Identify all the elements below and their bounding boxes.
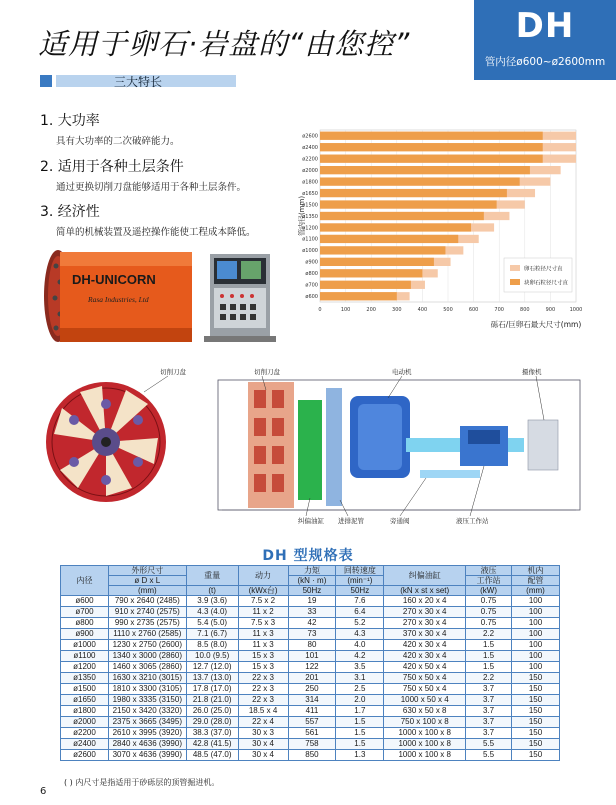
- table-cell: 750 x 100 x 8: [384, 717, 466, 728]
- table-cell: 150: [512, 684, 560, 695]
- table-cell: 1460 x 3065 (2860): [108, 662, 186, 673]
- table-cell: 21.8 (21.0): [186, 695, 238, 706]
- table-cell: 557: [288, 717, 336, 728]
- table-row: [61, 651, 560, 662]
- table-cell: 2150 x 3420 (3320): [108, 706, 186, 717]
- table-cell: 4.2: [336, 651, 384, 662]
- table-cell: 420 x 30 x 4: [384, 640, 466, 651]
- table-cell: 1810 x 3300 (3105): [108, 684, 186, 695]
- features-heading: 三大特长: [113, 75, 162, 89]
- table-cell: 22 x 3: [238, 695, 288, 706]
- table-cell: 100: [512, 629, 560, 640]
- table-cell: 750 x 50 x 4: [384, 684, 466, 695]
- side-section-view: [218, 380, 580, 510]
- footnote: ( ) 内尺寸是指适用于砂砾层的顶管掘进机。: [64, 778, 220, 787]
- table-cell: 2.0: [336, 695, 384, 706]
- chart-ytick-label: ø1800: [302, 179, 318, 186]
- table-cell: 13.7 (13.0): [186, 673, 238, 684]
- table-cell: 5.5: [466, 739, 512, 750]
- table-cell: 29.0 (28.0): [186, 717, 238, 728]
- table-cell: 30 x 4: [238, 750, 288, 761]
- table-row: [61, 607, 560, 618]
- table-cell: 4.3 (4.0): [186, 607, 238, 618]
- table-cell: ø1650: [61, 695, 109, 706]
- table-cell: 1.5: [336, 739, 384, 750]
- table-cell: 150: [512, 695, 560, 706]
- table-cell: 561: [288, 728, 336, 739]
- chart-bar-series-2: [320, 281, 411, 289]
- table-cell: 100: [512, 651, 560, 662]
- table-cell: 3.7: [466, 717, 512, 728]
- table-cell: 80: [288, 640, 336, 651]
- col-torque-unit: (kN · m): [288, 576, 336, 586]
- table-cell: 19: [288, 596, 336, 607]
- chart-xtick-label: 600: [468, 307, 479, 313]
- table-cell: 15 x 3: [238, 662, 288, 673]
- chart-ytick-label: ø2000: [302, 167, 318, 174]
- table-row: [61, 618, 560, 629]
- table-row: [61, 750, 560, 761]
- label-slurry-pipe: 进排泥管: [338, 517, 364, 525]
- table-cell: 850: [288, 750, 336, 761]
- chart-bar-series-2: [320, 235, 458, 243]
- table-cell: 3.7: [466, 695, 512, 706]
- col-size-sub2: (mm): [108, 586, 186, 596]
- feature-desc: 具有大功率的二次破碎能力。: [56, 136, 180, 147]
- chart-ytick-label: ø600: [305, 294, 318, 301]
- table-row: [61, 739, 560, 750]
- table-cell: 8.5 (8.0): [186, 640, 238, 651]
- table-row: [61, 640, 560, 651]
- chart-bar-series-2: [320, 200, 497, 208]
- table-cell: 1.5: [466, 640, 512, 651]
- feature-2: [40, 156, 246, 193]
- table-cell: 100: [512, 640, 560, 651]
- table-cell: 630 x 50 x 8: [384, 706, 466, 717]
- chart-ytick-label: ø900: [305, 259, 318, 266]
- col-torque: 力矩: [288, 566, 336, 576]
- table-cell: 150: [512, 750, 560, 761]
- machine-section-diagram: [40, 360, 600, 540]
- table-cell: ø1100: [61, 651, 109, 662]
- chart-xtick-label: 200: [366, 307, 376, 313]
- table-cell: 3.5: [336, 662, 384, 673]
- chart-xtick-label: 800: [520, 307, 530, 313]
- chart-bar-series-2: [320, 166, 530, 174]
- chart-ytick-label: ø700: [305, 282, 318, 289]
- label-jack: 纠偏油缸: [298, 517, 324, 525]
- chart-xtick-label: 100: [340, 307, 351, 313]
- label-bypass-valve: 旁通阀: [390, 517, 410, 525]
- col-jack-unit: (kN x st x set): [384, 586, 466, 596]
- feature-3: [40, 201, 256, 238]
- col-speed-unit: (min⁻¹): [336, 576, 384, 586]
- chart-bar-series-2: [320, 292, 397, 300]
- chart-ytick-label: ø2200: [302, 156, 318, 163]
- table-cell: 314: [288, 695, 336, 706]
- table-cell: 7.5 x 2: [238, 596, 288, 607]
- table-cell: 150: [512, 728, 560, 739]
- table-cell: 7.5 x 3: [238, 618, 288, 629]
- table-cell: 100: [512, 662, 560, 673]
- table-cell: 2840 x 4636 (3990): [108, 739, 186, 750]
- chart-xtick-label: 500: [443, 307, 453, 313]
- chart-bar-series-2: [320, 189, 507, 197]
- table-cell: ø2000: [61, 717, 109, 728]
- table-cell: 7.1 (6.7): [186, 629, 238, 640]
- chart-legend: [504, 258, 572, 292]
- table-cell: 1000 x 100 x 8: [384, 750, 466, 761]
- table-cell: 42.8 (41.5): [186, 739, 238, 750]
- table-cell: 250: [288, 684, 336, 695]
- legend-label-1: 卵石粒径尺寸直: [524, 266, 563, 273]
- table-cell: 990 x 2735 (2575): [108, 618, 186, 629]
- table-cell: 270 x 30 x 4: [384, 618, 466, 629]
- chart-xtick-label: 300: [392, 307, 402, 313]
- table-cell: 10.0 (9.5): [186, 651, 238, 662]
- table-cell: ø1350: [61, 673, 109, 684]
- col-power-unit: (kWx台): [238, 586, 288, 596]
- table-cell: 1000 x 100 x 8: [384, 728, 466, 739]
- chart-ytick-label: ø2600: [302, 133, 318, 140]
- chart-ytick-label: ø1350: [302, 213, 318, 220]
- table-cell: 5.2: [336, 618, 384, 629]
- table-cell: 4.0: [336, 640, 384, 651]
- feature-title: 3. 经济性: [40, 204, 100, 220]
- table-cell: 18.5 x 4: [238, 706, 288, 717]
- feature-desc: 通过更换切削刀盘能够适用于各种土层条件。: [56, 182, 247, 193]
- table-row: [61, 629, 560, 640]
- page-number: 6: [40, 786, 47, 797]
- table-cell: 17.8 (17.0): [186, 684, 238, 695]
- col-speed-hz: 50Hz: [336, 586, 384, 596]
- table-row: [61, 695, 560, 706]
- col-size: 外形尺寸: [108, 566, 186, 576]
- legend-swatch-1: [510, 265, 520, 271]
- table-cell: 22 x 3: [238, 684, 288, 695]
- table-cell: 1230 x 2750 (2600): [108, 640, 186, 651]
- table-cell: 42: [288, 618, 336, 629]
- chart-ytick-label: ø2400: [302, 145, 318, 151]
- table-cell: 1000 x 100 x 8: [384, 739, 466, 750]
- page-title: 适用于卵石·岩盘的“由您控”: [38, 27, 411, 61]
- table-cell: 22 x 4: [238, 717, 288, 728]
- spec-table-title: DH 型规格表: [262, 548, 354, 564]
- machine-photo: [38, 242, 290, 354]
- chart-ytick-label: ø800: [305, 271, 318, 278]
- col-jack: 纠偏油缸: [384, 566, 466, 586]
- label-motor: 电动机: [392, 368, 412, 376]
- table-cell: 420 x 30 x 4: [384, 651, 466, 662]
- table-cell: 1110 x 2760 (2585): [108, 629, 186, 640]
- table-cell: 33: [288, 607, 336, 618]
- table-cell: 3.7: [466, 706, 512, 717]
- model-name: DH: [515, 6, 575, 46]
- table-cell: 1980 x 3335 (3150): [108, 695, 186, 706]
- table-cell: 5.5: [466, 750, 512, 761]
- table-cell: 3.9 (3.6): [186, 596, 238, 607]
- table-cell: ø1500: [61, 684, 109, 695]
- table-cell: 1340 x 3000 (2860): [108, 651, 186, 662]
- table-cell: ø700: [61, 607, 109, 618]
- table-cell: 1000 x 50 x 4: [384, 695, 466, 706]
- table-cell: 6.4: [336, 607, 384, 618]
- col-speed: 回转速度: [336, 566, 384, 576]
- table-cell: 3070 x 4636 (3990): [108, 750, 186, 761]
- chart-ylabel: 管内径(mm): [298, 195, 306, 237]
- col-pipe: 机内: [512, 566, 560, 576]
- table-cell: 3.7: [466, 684, 512, 695]
- table-cell: 100: [512, 607, 560, 618]
- chart-bar-series-2: [320, 132, 543, 140]
- table-cell: 910 x 2740 (2575): [108, 607, 186, 618]
- table-cell: 2.2: [466, 629, 512, 640]
- table-cell: 790 x 2640 (2485): [108, 596, 186, 607]
- table-cell: ø600: [61, 596, 109, 607]
- label-hydraulic-unit: 液压工作站: [456, 517, 489, 525]
- diameter-range: 管内径ø600~ø2600mm: [484, 56, 606, 68]
- table-cell: 1.3: [336, 750, 384, 761]
- model-badge: [474, 0, 616, 80]
- table-row: [61, 662, 560, 673]
- label-cutter-side: 切削刀盘: [254, 368, 280, 376]
- table-cell: ø2400: [61, 739, 109, 750]
- chart-bar-series-2: [320, 269, 422, 277]
- table-cell: 750 x 50 x 4: [384, 673, 466, 684]
- chart-ytick-label: ø1650: [302, 190, 318, 197]
- table-cell: 30 x 4: [238, 739, 288, 750]
- table-cell: 3.7: [466, 728, 512, 739]
- table-row: [61, 717, 560, 728]
- table-cell: 2.5: [336, 684, 384, 695]
- legend-swatch-2: [510, 279, 520, 285]
- table-cell: 1.5: [466, 651, 512, 662]
- table-cell: 11 x 3: [238, 640, 288, 651]
- table-cell: 2610 x 3995 (3920): [108, 728, 186, 739]
- table-cell: 73: [288, 629, 336, 640]
- col-pipe2: 配管: [512, 576, 560, 586]
- table-cell: 160 x 20 x 4: [384, 596, 466, 607]
- chart-bar-series-2: [320, 258, 434, 266]
- table-cell: ø2200: [61, 728, 109, 739]
- col-weight: 重量: [186, 566, 238, 586]
- col-weight-unit: (t): [186, 586, 238, 596]
- table-cell: ø800: [61, 618, 109, 629]
- table-cell: 22 x 3: [238, 673, 288, 684]
- label-camera: 摄像机: [522, 368, 542, 376]
- features-heading-bar: [40, 73, 236, 89]
- col-torque-hz: 50Hz: [288, 586, 336, 596]
- cutter-wheel-front-view: [46, 382, 166, 502]
- chart-bar-series-2: [320, 177, 520, 185]
- table-cell: 4.3: [336, 629, 384, 640]
- table-cell: 12.7 (12.0): [186, 662, 238, 673]
- table-cell: 3.1: [336, 673, 384, 684]
- table-cell: ø1200: [61, 662, 109, 673]
- machine-maker: Rasa Industries, Ltd: [88, 295, 149, 304]
- legend-label-2: 块卵石粒径尺寸直: [524, 280, 569, 287]
- table-cell: 150: [512, 673, 560, 684]
- table-cell: 30 x 3: [238, 728, 288, 739]
- table-cell: 0.75: [466, 618, 512, 629]
- col-hyd2: 工作站: [466, 576, 512, 586]
- col-power: 动力: [238, 566, 288, 586]
- chart-xtick-label: 1000: [569, 307, 583, 313]
- table-cell: 1.5: [466, 662, 512, 673]
- feature-1: [40, 110, 180, 147]
- table-cell: 100: [512, 618, 560, 629]
- table-cell: 270 x 30 x 4: [384, 607, 466, 618]
- table-row: [61, 684, 560, 695]
- label-cutter-front: 切削刀盘: [160, 368, 186, 376]
- table-cell: 201: [288, 673, 336, 684]
- chart-xlabel: 砾石/巨卵石最大尺寸(mm): [490, 320, 582, 329]
- table-cell: 420 x 50 x 4: [384, 662, 466, 673]
- col-size-sub1: ø D x L: [108, 576, 186, 586]
- table-cell: 122: [288, 662, 336, 673]
- table-cell: ø1000: [61, 640, 109, 651]
- col-pipe-unit: (mm): [512, 586, 560, 596]
- table-cell: 48.5 (47.0): [186, 750, 238, 761]
- table-cell: 15 x 3: [238, 651, 288, 662]
- chart-bar-series-2: [320, 143, 543, 151]
- table-cell: 150: [512, 706, 560, 717]
- chart-ytick-label: ø1200: [302, 225, 318, 232]
- col-hyd-unit: (kW): [466, 586, 512, 596]
- gravel-size-chart: [296, 118, 596, 338]
- table-row: [61, 706, 560, 717]
- table-cell: ø900: [61, 629, 109, 640]
- table-cell: 1.5: [336, 728, 384, 739]
- chart-xtick-label: 0: [318, 307, 322, 313]
- col-model: 内径: [61, 566, 109, 596]
- table-cell: 1.7: [336, 706, 384, 717]
- table-row: [61, 596, 560, 607]
- chart-xtick-label: 900: [545, 307, 556, 313]
- table-cell: 7.6: [336, 596, 384, 607]
- chart-bar-series-2: [320, 155, 543, 163]
- table-cell: 11 x 2: [238, 607, 288, 618]
- table-cell: 1.5: [336, 717, 384, 728]
- chart-xtick-label: 400: [417, 307, 428, 313]
- table-row: [61, 728, 560, 739]
- chart-xtick-label: 700: [494, 307, 504, 313]
- chart-ytick-label: ø1000: [302, 248, 318, 255]
- table-cell: 101: [288, 651, 336, 662]
- chart-bar-series-2: [320, 246, 445, 254]
- spec-table: [60, 565, 560, 761]
- table-cell: 5.4 (5.0): [186, 618, 238, 629]
- table-cell: 0.75: [466, 607, 512, 618]
- feature-desc: 简单的机械装置及遥控操作能使工程成本降低。: [56, 227, 256, 238]
- chart-ytick-label: ø1500: [302, 202, 318, 209]
- table-cell: 26.0 (25.0): [186, 706, 238, 717]
- table-cell: 758: [288, 739, 336, 750]
- table-cell: 38.3 (37.0): [186, 728, 238, 739]
- table-cell: ø2600: [61, 750, 109, 761]
- table-cell: 370 x 30 x 4: [384, 629, 466, 640]
- table-cell: 2.2: [466, 673, 512, 684]
- table-cell: 1630 x 3210 (3015): [108, 673, 186, 684]
- table-cell: 150: [512, 739, 560, 750]
- chart-bar-series-2: [320, 212, 484, 220]
- table-cell: 0.75: [466, 596, 512, 607]
- col-hyd: 液压: [466, 566, 512, 576]
- table-cell: 100: [512, 596, 560, 607]
- feature-title: 1. 大功率: [40, 113, 100, 129]
- feature-title: 2. 适用于各种土层条件: [40, 159, 184, 175]
- chart-ytick-label: ø1100: [302, 236, 318, 243]
- table-cell: 2375 x 3665 (3495): [108, 717, 186, 728]
- table-row: [61, 673, 560, 684]
- table-cell: ø1800: [61, 706, 109, 717]
- table-cell: 11 x 3: [238, 629, 288, 640]
- table-cell: 150: [512, 717, 560, 728]
- table-cell: 411: [288, 706, 336, 717]
- chart-bar-series-2: [320, 223, 471, 231]
- machine-brand: DH-UNICORN: [72, 272, 156, 287]
